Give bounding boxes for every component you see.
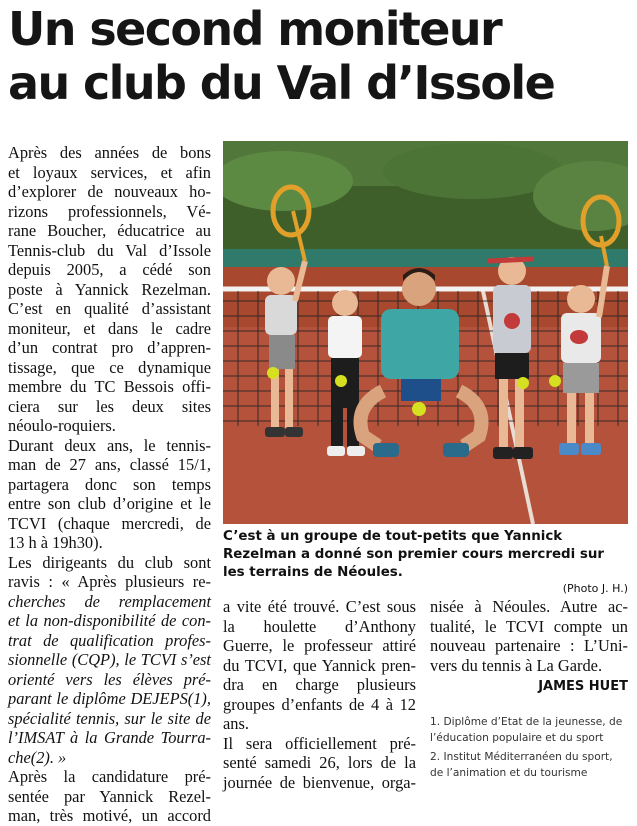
text-line: et loyaux services, et afin bbox=[8, 162, 211, 182]
text-line: a vite été trouvé. C’est sous bbox=[223, 597, 416, 616]
text-line: poste à Yannick Rezelman. bbox=[8, 279, 211, 299]
text-line: Les dirigeants du club sont bbox=[8, 552, 211, 572]
quote-line: cherches de remplacement bbox=[8, 591, 211, 611]
text-line: ciera sur les deux sites bbox=[8, 396, 211, 416]
text-line: rane Boucher, éducatrice au bbox=[8, 221, 211, 240]
footnote: 2. Institut Méditerranéen du sport, de l’animation et du tourisme bbox=[430, 751, 613, 779]
text-line: néoulo-roquiers. bbox=[8, 416, 116, 435]
text-line: Tennis-club du Val d’Issole bbox=[8, 240, 211, 260]
text-line: Après la candidature pré- bbox=[8, 767, 211, 786]
text-line: nisée à Néoules. Autre ac- bbox=[430, 597, 628, 616]
quote-line: et la non-disponibilité de con- bbox=[8, 611, 211, 630]
text-line: 13 h à 19h30). bbox=[8, 533, 103, 552]
text-line: du TCVI, que Yannick pren- bbox=[223, 655, 416, 675]
quote-line: trat de qualification profes- bbox=[8, 630, 211, 650]
text-line: Durant deux ans, le tennis- bbox=[8, 435, 211, 455]
article-column-middle bbox=[223, 597, 416, 792]
article-column-left bbox=[8, 143, 211, 826]
text-line: tissage, que ce dynamique bbox=[8, 357, 211, 377]
text-line: ravis : « Après plusieurs re- bbox=[8, 572, 211, 591]
author-byline: JAMES HUET bbox=[538, 679, 628, 694]
text-line: d’un contrat pro d’appren- bbox=[8, 338, 211, 357]
article-photo bbox=[223, 141, 628, 524]
quote-line: l’IMSAT à la Grande Tourra- bbox=[8, 728, 211, 747]
headline bbox=[8, 2, 633, 110]
text-line: vers du tennis à La Garde. bbox=[430, 655, 603, 675]
text-line: groupes d’enfants de 4 à 12 bbox=[223, 694, 416, 714]
text-line: journée de bienvenue, orga- bbox=[223, 772, 416, 792]
text-line: man, très motivé, un accord bbox=[8, 806, 211, 825]
court-windscreen bbox=[223, 249, 628, 267]
text-line: sentée par Yannick Rezel- bbox=[8, 786, 211, 806]
photo-illustration bbox=[223, 141, 628, 524]
text-line: la houlette d’Anthony bbox=[223, 616, 416, 636]
text-line: nouveau partenaire : L’Uni- bbox=[430, 636, 628, 655]
photo-credit: (Photo J. H.) bbox=[562, 582, 628, 595]
text-line: C’est en qualité d’assistant bbox=[8, 299, 211, 318]
text-line: rizons professionnels, Vé- bbox=[8, 201, 211, 221]
headline-line-2: au club du Val d’Issole bbox=[8, 56, 555, 110]
quote-line: spécialité tennis, sur le site de bbox=[8, 708, 211, 728]
text-line: d’explorer de nouveaux ho- bbox=[8, 182, 211, 201]
quote-line: orienté vers les élèves pré- bbox=[8, 669, 211, 689]
text-line: entre son club d’origine et le bbox=[8, 494, 211, 513]
text-line: partagera donc son temps bbox=[8, 474, 211, 494]
text-line: senté samedi 26, lors de la bbox=[223, 753, 416, 772]
footnotes bbox=[430, 714, 628, 784]
caption-text: C’est à un groupe de tout-petits que Yannick Rezelman a donné son premier cours mercredi sur les terrains de Néoules. bbox=[223, 529, 604, 580]
quote-line: sionnelle (CQP), le TCVI s’est bbox=[8, 650, 211, 669]
text-line: TCVI (chaque mercredi, de bbox=[8, 513, 211, 533]
footnote: 1. Diplôme d’Etat de la jeunesse, de l’éducation populaire et du sport bbox=[430, 716, 623, 744]
quote-line: che(2). » bbox=[8, 747, 67, 767]
text-line: man de 27 ans, classé 15/1, bbox=[8, 455, 211, 474]
article-column-right bbox=[430, 597, 628, 696]
text-line: Guerre, le professeur attiré bbox=[223, 636, 416, 655]
text-line: ans. bbox=[223, 714, 249, 733]
text-line: membre du TC Bessois offi- bbox=[8, 377, 211, 396]
photo-caption bbox=[223, 528, 628, 596]
text-line: Après des années de bons bbox=[8, 143, 211, 162]
quote-line: parant le diplôme DEJEPS(1), bbox=[8, 689, 211, 708]
text-line: depuis 2005, a cédé son bbox=[8, 260, 211, 279]
text-line: moniteur, et dans le cadre bbox=[8, 318, 211, 338]
text-line: Il sera officiellement pré- bbox=[223, 733, 416, 753]
text-line: tualité, le TCVI compte un bbox=[430, 616, 628, 636]
text-line: dra en charge plusieurs bbox=[223, 675, 416, 694]
headline-line-1: Un second moniteur bbox=[8, 2, 502, 56]
